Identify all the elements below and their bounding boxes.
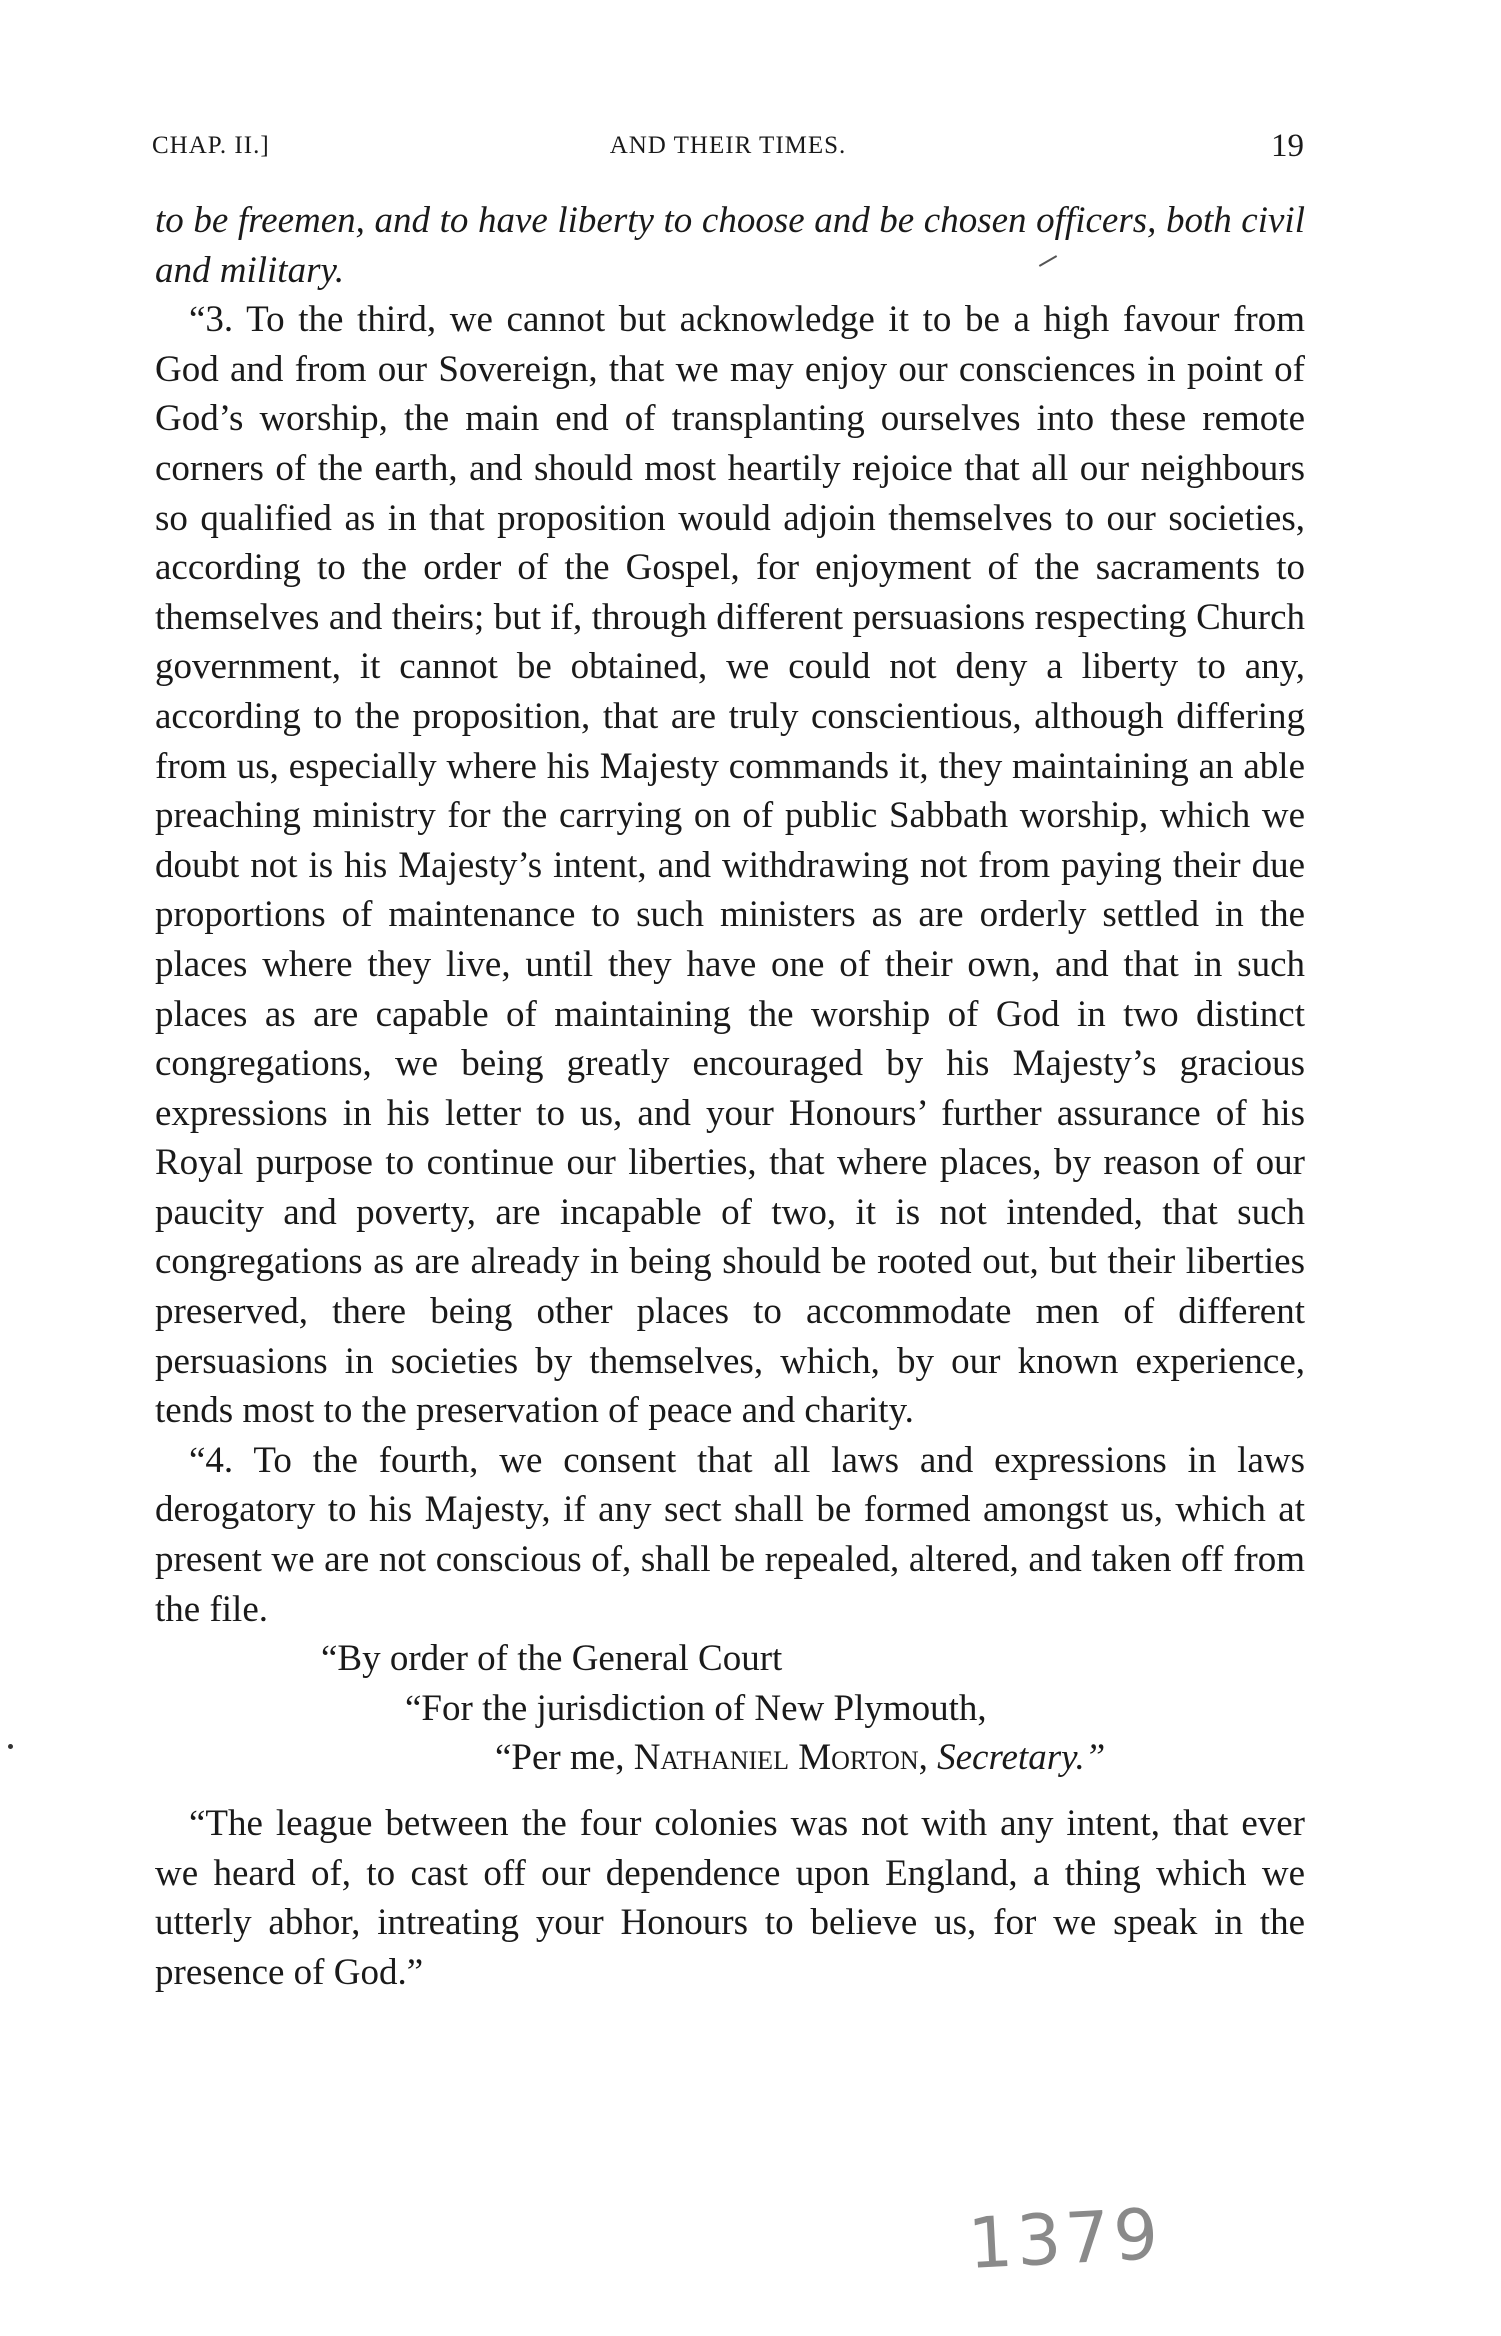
running-header xyxy=(152,128,1304,172)
paragraph-fourth-article: “4. To the fourth, we consent that all laws and expressions in laws derogatory to his Majesty, if any sect shall be formed amongst us, which at present we are not conscious of, shall be repealed, altered, and taken off from the file. xyxy=(155,1439,1305,1630)
signatory-name: Nathaniel Morton, xyxy=(633,1737,928,1779)
signature-line-order: “By order of the General Court xyxy=(321,1638,783,1680)
page-number: 19 xyxy=(1271,128,1304,164)
page-body xyxy=(155,196,1305,1997)
margin-ink-dot xyxy=(8,1744,13,1749)
signatory-title: Secretary.” xyxy=(937,1737,1106,1779)
signature-prefix: “Per me, xyxy=(495,1737,625,1779)
signature-line-jurisdiction: “For the jurisdiction of New Plymouth, xyxy=(405,1687,987,1729)
paragraph-third-article: “3. To the third, we cannot but acknowledge it to be a high favour from God and from our Sovereign, that we may enjoy our consciences in point of God’s worship, the main end of transplanting ourselves into these remote corners of the earth, and should most heartily rejoice that all our neighbours so qualified as in that proposition would adjoin themselves to our societies, according to the order of the Gospel, for enjoyment of the sacraments to themselves and theirs; but if, through different persuasions respecting Church government, it cannot be obtained, we could not deny a liberty to any, according to the proposition, that are truly conscientious, although differing from us, especially where his Majesty commands it, they maintaining an able preaching ministry for the carrying on of public Sabbath worship, which we doubt not is his Majesty’s intent, and withdrawing not from paying their due proportions of maintenance to such ministers as are orderly settled in the places where they live, until they have one of their own, and that in such places as are capable of maintaining the worship of God in two distinct congregations, we being greatly encouraged by his Majesty’s gracious expressions in his letter to us, and your Honours’ further assurance of his Royal purpose to continue our liberties, that where places, by reason of our paucity and poverty, are incapable of two, it is not intended, that such congregations as are already in being should be rooted out, but their liberties preserved, there being other places to accommodate men of different persuasions in societies by themselves, which, by our known experience, tends most to the preservation of peace and charity. xyxy=(155,299,1305,1432)
paragraph-league: “The league between the four colonies was not with any intent, that ever we heard of, to cast off our dependence upon England, a thing which we utterly abhor, intreating your Honours to believe us, for we speak in the presence of God.” xyxy=(155,1803,1305,1993)
running-title: AND THEIR TIMES. xyxy=(609,132,847,159)
handwritten-page-annotation: 1379 xyxy=(965,2192,1165,2286)
paragraph-continuation: to be freemen, and to have liberty to choose and be chosen officers, both civil and military. xyxy=(155,200,1305,291)
chapter-label: CHAP. II.] xyxy=(152,132,270,159)
signature-line-secretary xyxy=(155,1733,1305,1783)
